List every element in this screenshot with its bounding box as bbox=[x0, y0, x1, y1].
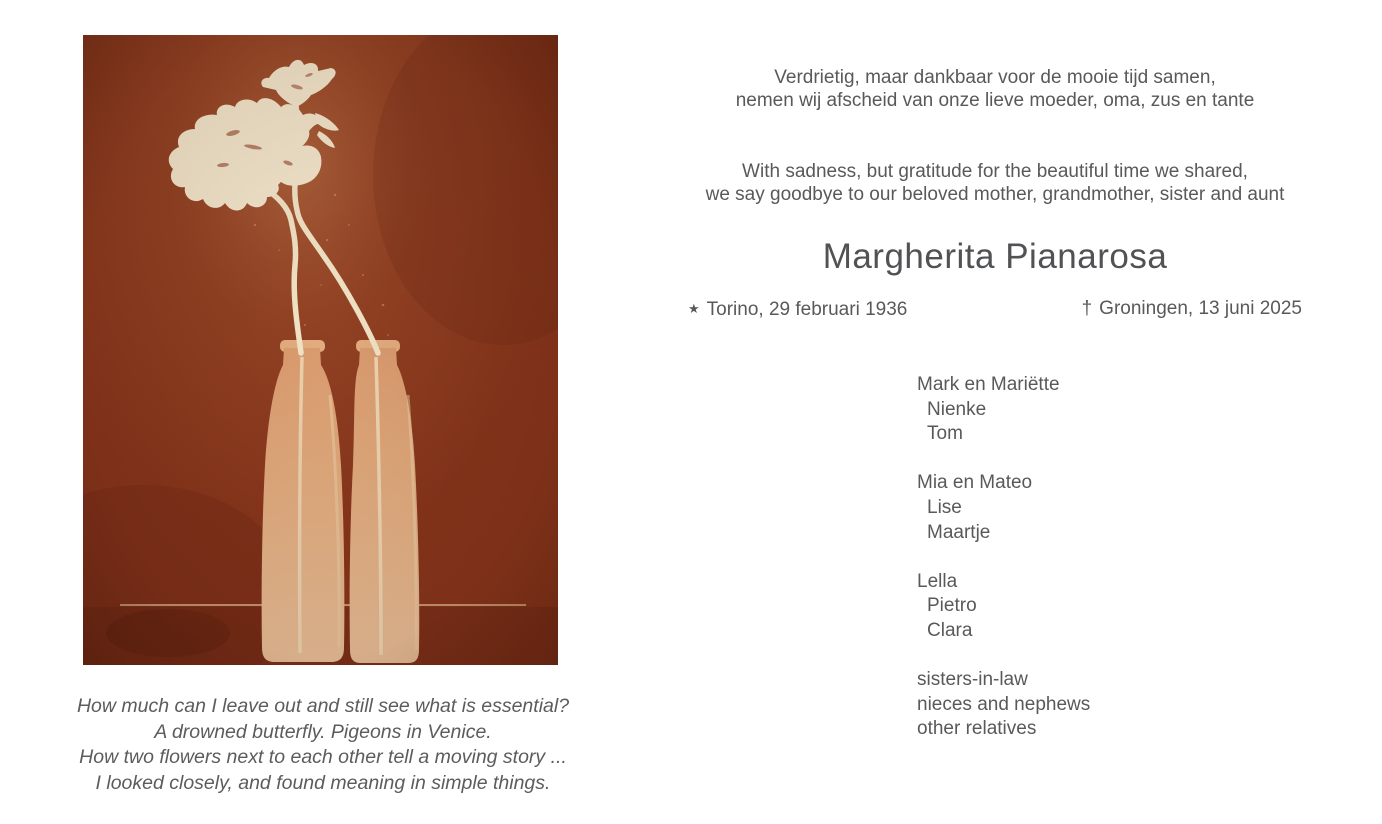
family-member-name: Mark en Mariëtte bbox=[917, 374, 1060, 395]
family-list bbox=[917, 373, 1090, 767]
english-line: we say goodbye to our beloved mother, grandmother, sister and aunt bbox=[705, 184, 1285, 205]
dutch-line: nemen wij afscheid van onze lieve moeder, oma, zus en tante bbox=[735, 90, 1255, 111]
family-member-name: sisters-in-law bbox=[917, 669, 1028, 691]
star-icon: ★ bbox=[688, 301, 700, 316]
family-member-name: Pietro bbox=[927, 595, 977, 617]
english-line: With sadness, but gratitude for the beautiful time we shared, bbox=[742, 161, 1248, 182]
memorial-artwork bbox=[83, 35, 558, 665]
family-member-name: Lella bbox=[917, 570, 958, 592]
life-dates-row bbox=[688, 296, 1302, 323]
birth-place-date: Torino, 29 februari 1936 bbox=[706, 299, 908, 320]
family-member-name: Nienke bbox=[927, 398, 987, 420]
artwork-caption bbox=[48, 694, 598, 796]
family-group bbox=[917, 471, 1090, 545]
birth-date bbox=[688, 296, 907, 323]
caption-line: A drowned butterfly. Pigeons in Venice. bbox=[154, 720, 492, 743]
dagger-icon: † bbox=[1081, 298, 1093, 319]
death-place-date: Groningen, 13 juni 2025 bbox=[1099, 298, 1302, 319]
artwork-frame bbox=[83, 35, 558, 665]
family-member-name: Clara bbox=[927, 619, 973, 641]
family-member-name: Maartje bbox=[927, 521, 991, 543]
background-vignette bbox=[83, 35, 558, 665]
caption-line: I looked closely, and found meaning in simple things. bbox=[95, 771, 551, 794]
deceased-name: Margherita Pianarosa bbox=[822, 237, 1168, 276]
family-member-name: nieces and nephews bbox=[917, 693, 1091, 715]
family-member-name: Tom bbox=[927, 423, 963, 445]
family-member-name: Lise bbox=[927, 496, 962, 518]
family-member-name: Mia en Mateo bbox=[917, 472, 1033, 494]
caption-line: How two flowers next to each other tell a moving story ... bbox=[79, 746, 567, 768]
english-announcement bbox=[688, 160, 1302, 206]
family-group bbox=[917, 668, 1090, 742]
family-member-name: other relatives bbox=[917, 718, 1037, 740]
dutch-announcement bbox=[688, 66, 1302, 112]
family-group bbox=[917, 373, 1090, 447]
dutch-line: Verdrietig, maar dankbaar voor de mooie tijd samen, bbox=[774, 67, 1216, 88]
caption-line: How much can I leave out and still see what is essential? bbox=[76, 695, 570, 717]
death-date bbox=[1082, 296, 1302, 323]
family-group bbox=[917, 570, 1090, 644]
